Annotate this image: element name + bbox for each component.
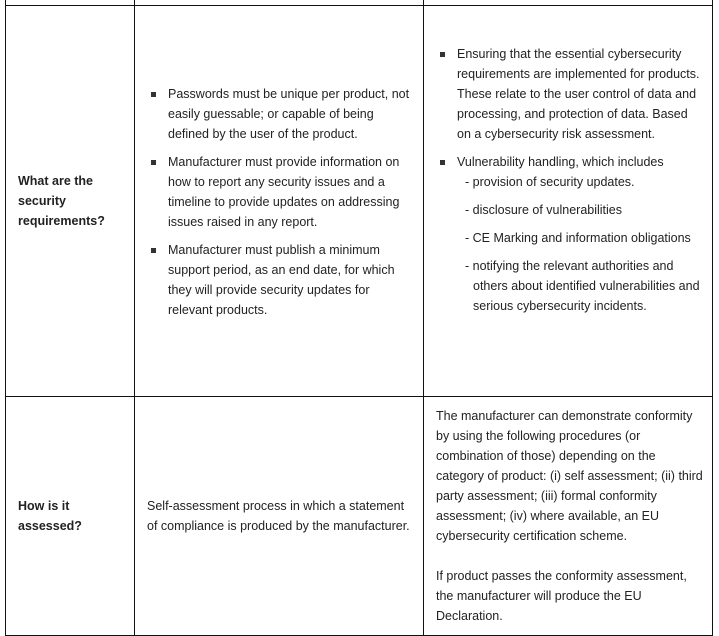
list-item-text: Manufacturer must provide information on how to report any security issues and a timeline to provide updates on addressing issues raised in any report.	[168, 155, 400, 229]
square-bullet-icon	[440, 160, 445, 165]
row-label	[6, 397, 135, 636]
row-label-text: What are the security requirements?	[18, 174, 105, 228]
list-item-text: Passwords must be unique per product, not easily guessable; or capable of being defined by the user of the product.	[168, 87, 410, 141]
bullet-list	[147, 82, 415, 320]
list-item	[147, 84, 415, 144]
table-row-security-requirements	[6, 6, 713, 397]
table-cell-col3	[424, 397, 713, 636]
list-item	[147, 152, 415, 232]
sub-list-item: - CE Marking and information obligations	[465, 231, 691, 245]
square-bullet-icon	[151, 160, 156, 165]
sub-list	[457, 172, 704, 316]
list-item	[147, 240, 415, 320]
list-item-text: Vulnerability handling, which includes	[457, 155, 664, 169]
table-row-assessment	[6, 397, 713, 636]
list-item-text: Manufacturer must publish a minimum support period, as an end date, for which they will provide security updates for relevant products.	[168, 243, 395, 317]
square-bullet-icon	[151, 248, 156, 253]
table-cell-col2	[135, 397, 424, 636]
cell-text: Self-assessment process in which a statement of compliance is produced by the manufacturer.	[147, 499, 410, 533]
table-cell-col3	[424, 6, 713, 397]
sub-list-item: - notifying the relevant authorities and others about identified vulnerabilities and serious cybersecurity incidents.	[465, 259, 700, 313]
sub-list-item: - disclosure of vulnerabilities	[465, 203, 623, 217]
row-label	[6, 6, 135, 397]
sub-list-item: - provision of security updates.	[465, 175, 635, 189]
list-item-text: Ensuring that the essential cybersecurity requirements are implemented for products. These relate to the user control of data and processing, and protection of data. Based on a cybersecurity risk assessment.	[457, 47, 700, 141]
table-cell-col2	[135, 6, 424, 397]
list-item	[436, 152, 704, 316]
cell-paragraph: The manufacturer can demonstrate conformity by using the following procedures (or combination of those) depending on the category of product: (i) self assessment; (ii) third party assessment; (iii) formal conformity assessment; (iv) where available, an EU cybersecurity certification scheme.	[436, 409, 703, 543]
row-label-text: How is it assessed?	[18, 499, 82, 533]
bullet-list	[436, 44, 704, 316]
cell-paragraph: If product passes the conformity assessment, the manufacturer will produce the EU Declaration.	[436, 569, 687, 623]
list-item	[436, 44, 704, 144]
square-bullet-icon	[151, 92, 156, 97]
comparison-table	[5, 0, 713, 636]
square-bullet-icon	[440, 52, 445, 57]
